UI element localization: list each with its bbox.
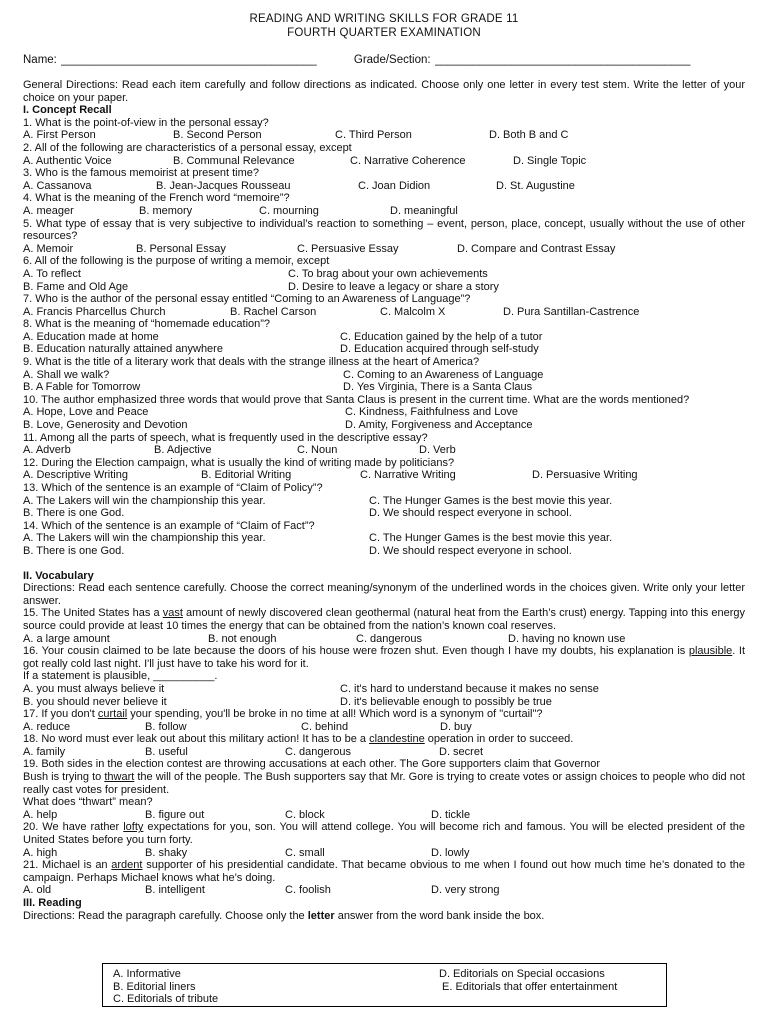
question-options xyxy=(23,696,745,709)
word-bank-item: D. Editorials on Special occasions xyxy=(439,968,605,980)
option-c: C. Coming to an Awareness of Language xyxy=(343,368,544,381)
option-b: B. Rachel Carson xyxy=(230,305,317,318)
option-b: B. memory xyxy=(139,204,193,217)
word-bank-box xyxy=(102,963,667,1007)
name-label: Name: xyxy=(23,54,57,66)
question-options xyxy=(23,180,745,193)
question-options xyxy=(23,444,745,457)
question-options xyxy=(23,532,745,545)
option-a: A. Francis Pharcellus Church xyxy=(23,305,166,318)
option-c: C. block xyxy=(285,808,325,821)
option-a: A. Hope, Love and Peace xyxy=(23,406,149,419)
option-d: D. Education acquired through self-study xyxy=(340,343,539,356)
question-options xyxy=(23,419,745,432)
option-b: B. Jean-Jacques Rousseau xyxy=(156,179,291,192)
option-c: C. Third Person xyxy=(335,129,412,142)
question-options xyxy=(23,809,745,822)
option-d: D. it's believable enough to possibly be true xyxy=(340,695,552,708)
option-d: D. Single Topic xyxy=(513,154,587,167)
question-options xyxy=(23,369,745,382)
question-options xyxy=(23,683,745,696)
option-d: D. Pura Santillan-Castrence xyxy=(503,305,640,318)
option-c: C. it's hard to understand because it makes no sense xyxy=(340,682,599,695)
underlined-word: ardent xyxy=(111,859,143,872)
option-b: B. Personal Essay xyxy=(136,242,226,255)
question-options xyxy=(23,847,745,860)
option-c: C. behind xyxy=(301,720,349,733)
question-stem: 14. Which of the sentence is an example of “Claim of Fact”? xyxy=(23,519,315,532)
option-c: C. Education gained by the help of a tutor xyxy=(340,330,543,343)
question-stem: 13. Which of the sentence is an example of “Claim of Policy”? xyxy=(23,482,323,494)
word-bank-item: C. Editorials of tribute xyxy=(113,993,219,1006)
question-prompt: What does “thwart” mean? xyxy=(23,796,153,809)
option-b: B. Editorial Writing xyxy=(201,469,292,482)
option-b: B. There is one God. xyxy=(23,507,125,520)
question-options xyxy=(23,721,745,734)
name-field[interactable]: ________________________________________ xyxy=(60,54,317,66)
option-a: A. To reflect xyxy=(23,267,81,280)
option-c: C. dangerous xyxy=(285,745,352,758)
option-d: D. secret xyxy=(439,745,484,758)
question-options xyxy=(23,633,745,646)
option-a: A. reduce xyxy=(23,720,71,733)
option-a: A. high xyxy=(23,846,58,859)
question-options xyxy=(23,205,745,218)
word-bank-item: E. Editorials that offer entertainment xyxy=(442,980,618,993)
question-stem: 18. No word must ever leak out about this military action! It has to be a clandestine operation in order to succeed. xyxy=(23,733,574,746)
underlined-word: vast xyxy=(162,607,183,620)
option-d: D. Amity, Forgiveness and Acceptance xyxy=(345,419,533,432)
option-b: B. Communal Relevance xyxy=(173,154,295,167)
section-title-vocabulary: II. Vocabulary xyxy=(23,569,94,582)
question-options xyxy=(23,268,745,281)
question-options xyxy=(23,545,745,558)
option-c: C. Noun xyxy=(297,444,338,457)
option-a: A. Shall we walk? xyxy=(23,368,110,381)
question-stem: 2. All of the following are characteristics of a personal essay, except xyxy=(23,141,352,154)
question-stem: 6. All of the following is the purpose of writing a memoir, except xyxy=(23,255,330,268)
option-b: B. intelligent xyxy=(145,884,205,897)
option-a: A. you must always believe it xyxy=(23,682,165,695)
option-c: C. Malcolm X xyxy=(380,305,446,318)
option-a: A. First Person xyxy=(23,129,96,142)
exam-page xyxy=(23,12,745,922)
option-a: A. Descriptive Writing xyxy=(23,469,128,482)
vocabulary-directions: Directions: Read each sentence carefully. Choose the correct meaning/synonym of the underlined words in the choices given. Write only your letter answer. xyxy=(23,582,745,607)
grade-section-label: Grade/Section: xyxy=(353,54,431,66)
option-b: B. A Fable for Tomorrow xyxy=(23,381,141,394)
option-a: A. a large amount xyxy=(23,632,110,645)
question-options xyxy=(23,746,745,759)
option-c: C. To brag about your own achievements xyxy=(288,267,488,280)
option-a: A. Education made at home xyxy=(23,330,159,343)
exam-title: READING AND WRITING SKILLS FOR GRADE 11 xyxy=(249,13,519,25)
option-c: C. foolish xyxy=(285,884,331,897)
question-stem: 12. During the Election campaign, what is usually the kind of writing made by politicians? xyxy=(23,456,455,469)
option-c: C. Joan Didion xyxy=(358,179,431,192)
question-options xyxy=(23,495,745,508)
option-c: C. Narrative Writing xyxy=(360,469,456,482)
option-d: D. We should respect everyone in school. xyxy=(369,544,572,557)
question-options xyxy=(23,306,745,319)
option-a: A. Adverb xyxy=(23,444,71,457)
question-stem: 20. We have rather lofty expectations for you, son. You will attend college. You will become rich and famous. You will be elected president of the United States before you turn forty. xyxy=(23,821,746,847)
option-b: B. Love, Generosity and Devotion xyxy=(23,419,188,432)
question-options xyxy=(23,381,745,394)
option-b: B. figure out xyxy=(145,808,205,821)
option-d: D. We should respect everyone in school. xyxy=(369,507,572,520)
reading-directions: Directions: Read the paragraph carefully. Choose only the letter answer from the word bank inside the box. xyxy=(23,909,545,922)
name-grade-row xyxy=(23,53,745,67)
option-c: C. small xyxy=(285,846,325,859)
option-d: D. Verb xyxy=(419,444,456,457)
grade-section-field[interactable]: ________________________________________ xyxy=(434,54,691,66)
option-d: D. Yes Virginia, There is a Santa Claus xyxy=(343,381,533,394)
underlined-word: lofty xyxy=(123,821,144,834)
option-a: A. Memoir xyxy=(23,242,74,255)
question-options xyxy=(23,281,745,294)
option-d: D. lowly xyxy=(431,846,470,859)
word-bank-item: A. Informative xyxy=(113,968,181,980)
option-a: A. Authentic Voice xyxy=(23,154,112,167)
question-options xyxy=(23,469,745,482)
option-d: D. Compare and Contrast Essay xyxy=(457,242,616,255)
underlined-word: thwart xyxy=(104,771,135,784)
underlined-word: plausible xyxy=(688,645,733,658)
question-stem-continued: Bush is trying to thwart the will of the people. The Bush supporters say that Mr. Gore is trying to create votes or assign choices to people who did not really cast votes for president. xyxy=(23,771,745,796)
question-options xyxy=(23,884,745,897)
option-b: B. you should never believe it xyxy=(23,695,167,708)
option-c: C. The Hunger Games is the best movie this year. xyxy=(369,494,613,507)
option-d: D. tickle xyxy=(431,808,471,821)
question-stem: 15. The United States has a vast amount of newly discovered clean geothermal (natural heat from the Earth’s crust) energy. Tapping into this energy source could provide at least 10 times the energy that can be obtained from the nation’s known coal reserves. xyxy=(23,607,745,632)
section-title-reading: III. Reading xyxy=(23,897,82,909)
question-stem: 21. Michael is an ardent supporter of his presidential candidate. That became obvious to me when I found out how much time he’s donated to the campaign. Perhaps Michael knows what he’s doing. xyxy=(23,859,745,884)
question-prompt: If a statement is plausible, __________. xyxy=(23,670,218,683)
option-c: C. Persuasive Essay xyxy=(297,242,399,255)
option-b: B. not enough xyxy=(208,632,277,645)
option-b: B. Second Person xyxy=(173,129,262,142)
question-options xyxy=(23,507,745,520)
question-stem: 4. What is the meaning of the French word “memoire”? xyxy=(23,192,290,205)
question-stem: 17. If you don't curtail your spending, you'll be broke in no time at all! Which word is a synonym of "curtail"? xyxy=(23,708,543,721)
question-stem: 16. Your cousin claimed to be late because the doors of his house were frozen shut. Even though I have my doubts, his explanation is plausible. It got really cold last night. I'll just have to take his word for it. xyxy=(23,645,746,670)
option-c: C. dangerous xyxy=(356,632,423,645)
word-bank-item: B. Editorial liners xyxy=(113,980,196,993)
question-options xyxy=(23,129,745,142)
option-b: B. follow xyxy=(145,720,187,733)
option-d: D. buy xyxy=(440,720,472,733)
option-d: D. St. Augustine xyxy=(496,179,575,192)
option-a: A. family xyxy=(23,745,66,758)
question-stem: 1. What is the point-of-view in the personal essay? xyxy=(23,116,269,129)
question-options xyxy=(23,331,745,344)
option-c: C. Narrative Coherence xyxy=(350,154,466,167)
option-d: D. very strong xyxy=(431,884,500,897)
question-stem: 8. What is the meaning of “homemade education”? xyxy=(23,318,271,331)
option-a: A. The Lakers will win the championship this year. xyxy=(23,532,266,545)
question-options xyxy=(23,243,745,256)
option-b: B. Education naturally attained anywhere xyxy=(23,343,223,356)
section-title-concept-recall: I. Concept Recall xyxy=(23,104,112,117)
option-d: D. Persuasive Writing xyxy=(532,469,638,482)
option-b: B. useful xyxy=(145,745,188,758)
option-b: B. Fame and Old Age xyxy=(23,280,129,293)
underlined-word: curtail xyxy=(97,708,128,721)
question-options xyxy=(23,155,745,168)
option-c: C. mourning xyxy=(259,204,319,217)
option-d: D. having no known use xyxy=(508,632,626,645)
option-d: D. Desire to leave a legacy or share a story xyxy=(288,280,499,293)
question-stem: 7. Who is the author of the personal essay entitled “Coming to an Awareness of Language”? xyxy=(23,293,471,306)
option-a: A. help xyxy=(23,808,58,821)
option-a: A. Cassanova xyxy=(23,179,92,192)
option-b: B. There is one God. xyxy=(23,544,125,557)
option-d: D. Both B and C xyxy=(489,129,569,142)
option-b: B. Adjective xyxy=(154,444,212,457)
option-b: B. shaky xyxy=(145,846,188,859)
general-directions: General Directions: Read each item carefully and follow directions as indicated. Choose only one letter in every test stem. Write the letter of your choice on your paper. xyxy=(23,79,745,104)
question-options xyxy=(23,406,745,419)
underlined-word: clandestine xyxy=(369,733,425,746)
question-stem: 10. The author emphasized three words that would prove that Santa Claus is present in the current time. What are the words mentioned? xyxy=(23,393,690,406)
option-a: A. old xyxy=(23,884,52,897)
question-options xyxy=(23,343,745,356)
option-a: A. The Lakers will win the championship this year. xyxy=(23,494,266,507)
option-c: C. The Hunger Games is the best movie this year. xyxy=(369,532,613,545)
option-a: A. meager xyxy=(23,204,74,217)
question-stem: 19. Both sides in the election contest are throwing accusations at each other. The Gore supporters claim that Governor xyxy=(23,758,601,771)
question-stem: 9. What is the title of a literary work that deals with the strange illness at the heart of America? xyxy=(23,356,480,369)
question-stem: 3. Who is the famous memoirist at present time? xyxy=(23,167,259,180)
question-stem: 11. Among all the parts of speech, what is frequently used in the descriptive essay? xyxy=(23,431,428,444)
exam-subtitle: FOURTH QUARTER EXAMINATION xyxy=(287,27,481,39)
option-d: D. meaningful xyxy=(390,204,458,217)
option-c: C. Kindness, Faithfulness and Love xyxy=(345,406,519,419)
question-stem: 5. What type of essay that is very subjective to individual’s reaction to something – event, person, place, concept, usually without the use of other resources? xyxy=(23,217,745,243)
